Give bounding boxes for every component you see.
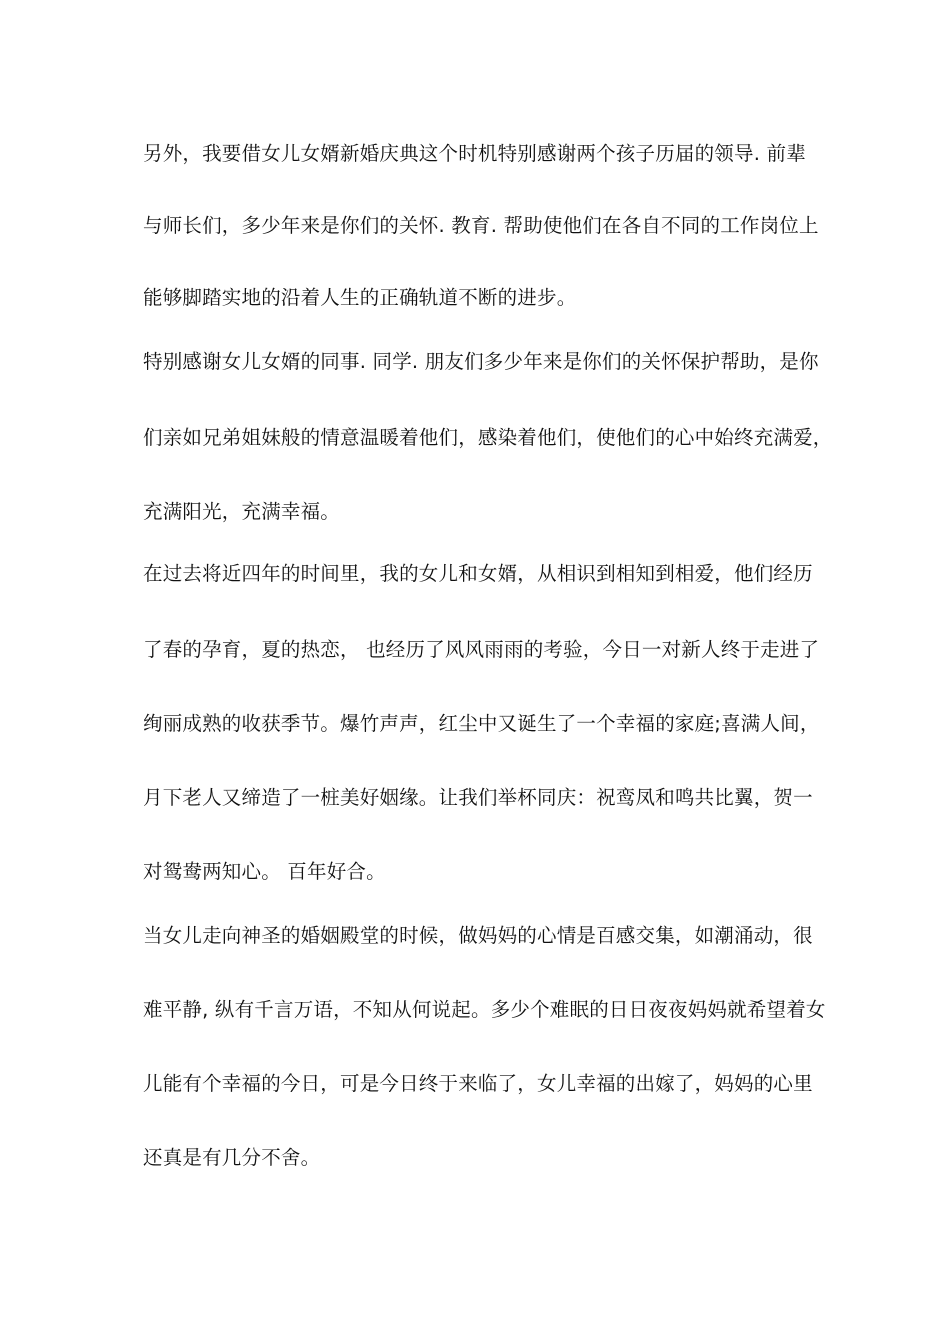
text-line: 对鸳鸯两知心。 百年好合。 bbox=[143, 860, 386, 883]
text-line: 与师长们，多少年来是你们的关怀. 教育. 帮助使他们在各自不同的工作岗位上 bbox=[143, 214, 819, 237]
text-line: 充满阳光，充满幸福。 bbox=[143, 500, 341, 523]
text-line: 月下老人又缔造了一桩美好姻缘。让我们举杯同庆：祝鸾凤和鸣共比翼，贺一 bbox=[143, 786, 813, 809]
text-line: 当女儿走向神圣的婚姻殿堂的时候，做妈妈的心情是百感交集，如潮涌动，很 bbox=[143, 924, 813, 947]
text-line: 还真是有几分不舍。 bbox=[143, 1146, 321, 1169]
text-line: 们亲如兄弟姐妹般的情意温暖着他们，感染着他们，使他们的心中始终充满爱， bbox=[143, 426, 833, 449]
text-line: 儿能有个幸福的今日，可是今日终于来临了，女儿幸福的出嫁了，妈妈的心里 bbox=[143, 1072, 813, 1095]
text-line: 绚丽成熟的收获季节。爆竹声声，红尘中又诞生了一个幸福的家庭;喜满人间， bbox=[143, 712, 820, 735]
text-line: 在过去将近四年的时间里，我的女儿和女婿，从相识到相知到相爱，他们经历 bbox=[143, 562, 813, 585]
text-line: 另外，我要借女儿女婿新婚庆典这个时机特别感谢两个孩子历届的领导. 前辈 bbox=[143, 142, 806, 165]
text-line: 难平静, 纵有千言万语，不知从何说起。多少个难眠的日日夜夜妈妈就希望着女 bbox=[143, 998, 826, 1021]
text-line: 了春的孕育，夏的热恋， 也经历了风风雨雨的考验，今日一对新人终于走进了 bbox=[143, 638, 820, 661]
text-line: 能够脚踏实地的沿着人生的正确轨道不断的进步。 bbox=[143, 286, 577, 309]
text-line: 特别感谢女儿女婿的同事. 同学. 朋友们多少年来是你们的关怀保护帮助，是你 bbox=[143, 350, 819, 373]
